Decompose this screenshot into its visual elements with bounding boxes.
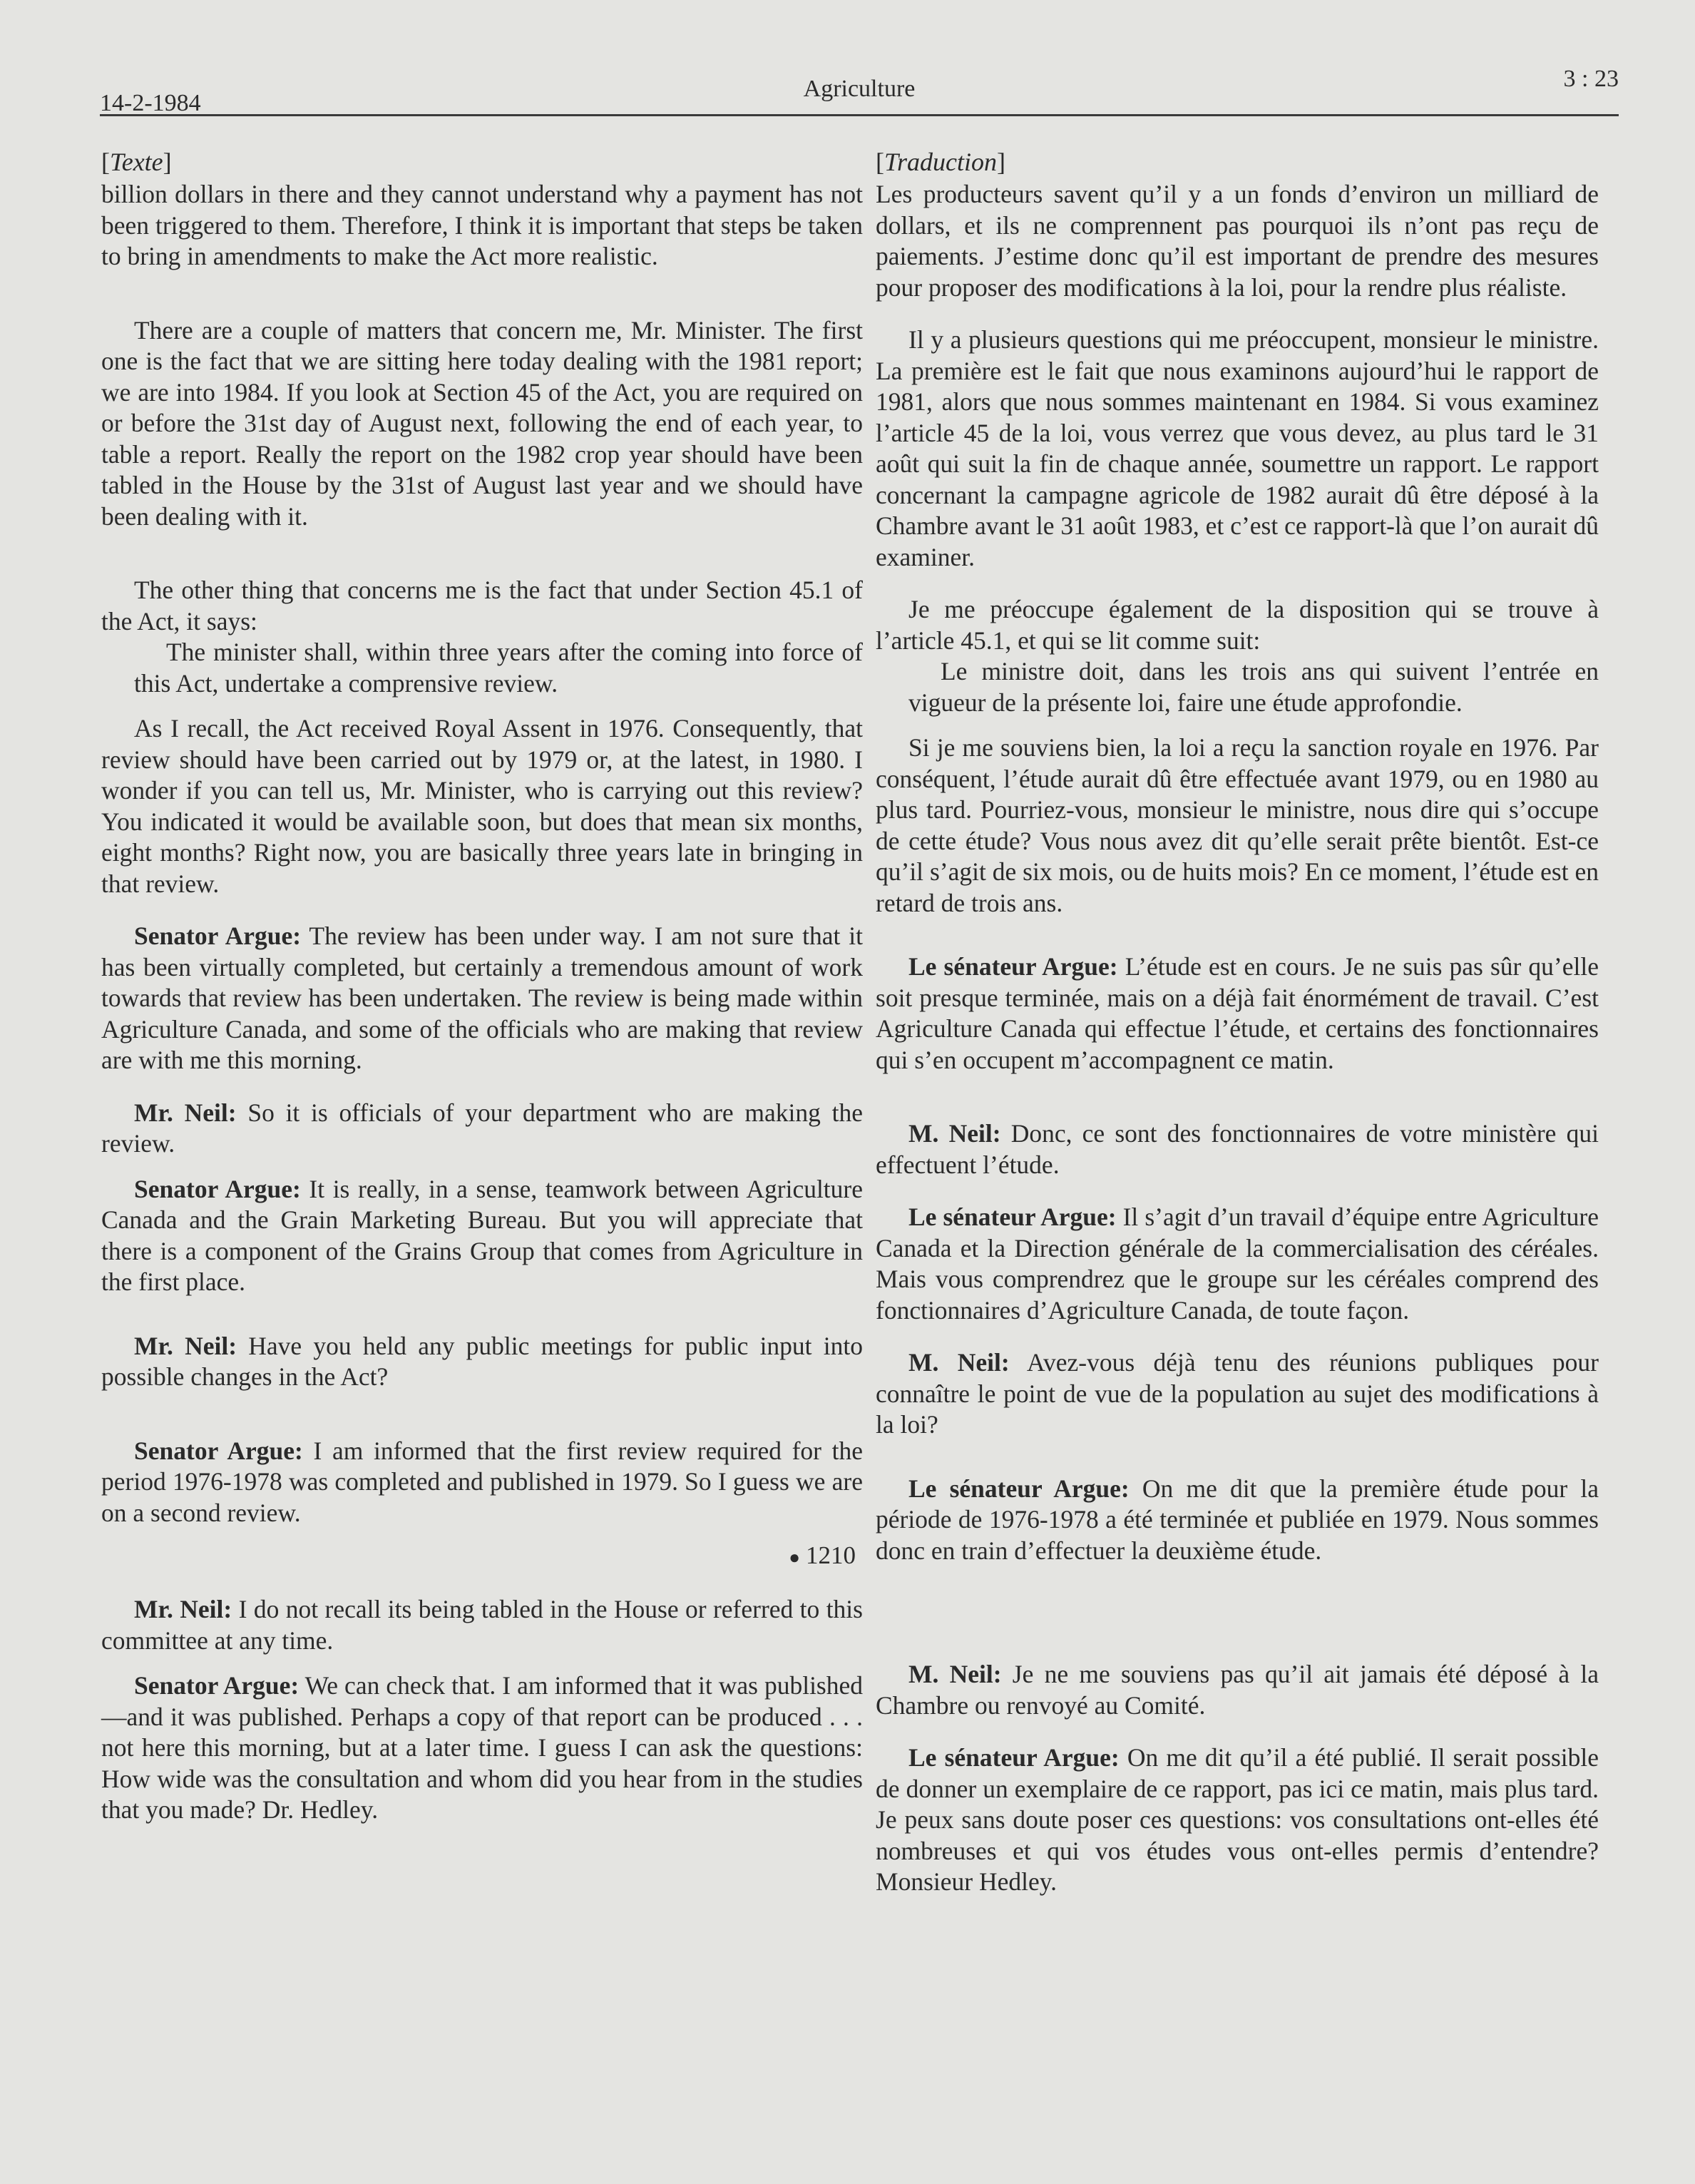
french-column (876, 146, 1599, 1898)
fr-statement (876, 1347, 1599, 1441)
fr-paragraph-4: Si je me souviens bien, la loi a reçu la sanction royale en 1976. Par conséquent, l’étude aurait dû être effectuée avant 1979, ou en 1980 au plus tard. Pourriez-vous, monsieur le ministre, nous dire qui s’occupe de cette étude? Vous nous avez dit qu’elle serait prête bientôt. Est-ce qu’il s’agit de six mois, ou de huits mois? En ce moment, l’étude est en retard de trois ans. (876, 733, 1599, 917)
speaker-name: Mr. Neil: (134, 1595, 232, 1623)
statement-text: We can check that. I am informed that it was published—and it was published. Perhaps a copy of that report can be produced . . . not here this morning, but at a later time. I guess I can ask the questions: How wide was the consultation and whom did you hear from in the studies that you made? Dr. Hedley. (101, 1671, 864, 1824)
fr-statement (876, 1202, 1599, 1326)
english-column (101, 146, 863, 1826)
page-header (100, 66, 1619, 116)
en-statement (101, 1436, 863, 1529)
statement-text: I am informed that the first review required for the period 1976-1978 was completed and published in 1979. So I guess we are on a second review. (101, 1436, 864, 1527)
statement-text: So it is officials of your department who are making the review. (101, 1098, 864, 1158)
speaker-name: M. Neil: (908, 1119, 1001, 1148)
en-statement (101, 1331, 863, 1393)
statement-text: L’étude est en cours. Je ne suis pas sûr qu’elle soit presque terminée, mais on a déjà fait énormément de travail. C’est Agriculture Canada qui effectue l’étude, et certains des fonctionnaires qui s’en occupent m’accompagnent ce matin. (876, 952, 1599, 1074)
texte-label: [Texte] (101, 148, 172, 176)
statement-text: The review has been under way. I am not sure that it has been virtually completed, but certainly a tremendous amount of work towards that review has been undertaken. The review is being made within Agriculture Canada, and some of the officials who are making that review are with me this morning. (101, 922, 863, 1074)
traduction-label-text: Traduction (884, 148, 998, 176)
en-statement (101, 921, 863, 1076)
statement-text: Donc, ce sont des fonctionnaires de votre ministère qui effectuent l’étude. (876, 1119, 1599, 1179)
statement-text: Il s’agit d’un travail d’équipe entre Agriculture Canada et la Direction générale de la commercialisation des céréales. Mais vous comprendrez que le groupe sur les céréales comprend des fonctionnaires d’Agriculture Canada, de toute façon. (876, 1203, 1599, 1325)
header-date: 14-2-1984 (100, 90, 201, 116)
en-paragraph-2: There are a couple of matters that concern me, Mr. Minister. The first one is the fact that we are sitting here today dealing with the 1981 report; we are into 1984. If you look at Section 45 of the Act, you are required on or before the 31st day of August next, following the end of each year, to table a report. Really the report on the 1982 crop year should have been tabled in the House by the 31st of August last year and we should have been dealing with it. (101, 315, 863, 531)
speaker-name: Mr. Neil: (134, 1331, 237, 1360)
fr-statement (876, 1474, 1599, 1567)
en-paragraph-1: billion dollars in there and they cannot understand why a payment has not been triggered to them. Therefore, I think it is important that steps be taken to bring in amendments to make the Act more realistic. (101, 180, 863, 270)
speaker-name: Le sénateur Argue: (908, 1474, 1130, 1503)
statement-text: I do not recall its being tabled in the House or referred to this committee at any time. (101, 1595, 863, 1655)
speaker-name: Senator Argue: (134, 922, 302, 950)
en-paragraph-3: The other thing that concerns me is the fact that under Section 45.1 of the Act, it says: (101, 576, 863, 636)
statement-text: Have you held any public meetings for public input into possible changes in the Act? (101, 1331, 863, 1391)
time-marker (101, 1540, 863, 1573)
header-title: Agriculture (803, 76, 916, 102)
time-marker-text: 1210 (806, 1541, 856, 1569)
statement-text: On me dit qu’il a été publié. Il serait possible de donner un exemplaire de ce rapport, pas ici ce matin, mais plus tard. Je peux sans doute poser ces questions: vos consultations ont-elles été nombreuses et qui vos études vous ont-elles permis d’entendre? Monsieur Hedley. (876, 1743, 1599, 1896)
speaker-name: Le sénateur Argue: (908, 1743, 1120, 1772)
statement-text: Je ne me souviens pas qu’il ait jamais été déposé à la Chambre ou renvoyé au Comité. (876, 1660, 1599, 1720)
en-quote: The minister shall, within three years after the coming into force of this Act, undertake a comprensive review. (134, 638, 863, 698)
fr-statement (876, 1742, 1599, 1898)
speaker-name: Mr. Neil: (134, 1098, 237, 1127)
fr-quote: Le ministre doit, dans les trois ans qui suivent l’entrée en vigueur de la présente loi, faire une étude approfondie. (908, 657, 1599, 717)
speaker-name: M. Neil: (908, 1348, 1010, 1377)
header-page-ref: 3 : 23 (1563, 66, 1619, 92)
traduction-label: [Traduction] (876, 148, 1006, 176)
fr-statement (876, 1659, 1599, 1721)
statement-text: It is really, in a sense, teamwork between Agriculture Canada and the Grain Marketing Bureau. But you will appreciate that there is a component of the Grains Group that comes from Agriculture in the first place. (101, 1174, 863, 1296)
en-statement (101, 1594, 863, 1656)
fr-paragraph-3: Je me préoccupe également de la disposition qui se trouve à l’article 45.1, et qui se lit comme suit: (876, 595, 1599, 655)
en-statement (101, 1098, 863, 1160)
fr-paragraph-2: Il y a plusieurs questions qui me préoccupent, monsieur le ministre. La première est le fait que nous examinons aujourd’hui le rapport de 1981, alors que nous sommes maintenant en 1984. Si vous examinez l’article 45 de la loi, vous verrez que vous devez, au plus tard le 31 août qui suit la fin de chaque année, soumettre un rapport. Le rapport concernant la campagne agricole de 1982 aurait dû être déposé à la Chambre avant le 31 août 1983, et c’est ce rapport-là que l’on aurait dû examiner. (876, 325, 1599, 571)
speaker-name: Senator Argue: (134, 1671, 299, 1700)
speaker-name: Senator Argue: (134, 1436, 303, 1465)
bullet-icon: ● (789, 1547, 800, 1568)
speaker-name: Le sénateur Argue: (908, 1203, 1117, 1231)
speaker-name: Le sénateur Argue: (908, 952, 1118, 981)
speaker-name: M. Neil: (908, 1660, 1002, 1688)
en-paragraph-4: As I recall, the Act received Royal Assent in 1976. Consequently, that review should have been carried out by 1979 or, at the latest, in 1980. I wonder if you can tell us, Mr. Minister, who is carrying out this review? You indicated it would be available soon, but does that mean six months, eight months? Right now, you are basically three years late in bringing in that review. (101, 714, 863, 898)
fr-statement (876, 1118, 1599, 1180)
fr-statement (876, 951, 1599, 1076)
speaker-name: Senator Argue: (134, 1174, 301, 1203)
en-statement (101, 1174, 863, 1298)
fr-paragraph-1: Les producteurs savent qu’il y a un fonds d’environ un milliard de dollars, et ils ne comprennent pas pourquoi ils n’ont pas reçu de paiements. J’estime donc qu’il est important de prendre des mesures pour proposer des modifications à la loi, pour la rendre plus réaliste. (876, 180, 1599, 302)
en-statement (101, 1670, 863, 1826)
statement-text: On me dit que la première étude pour la période de 1976-1978 a été terminée et publiée en 1979. Nous sommes donc en train d’effectuer la deuxième étude. (876, 1474, 1599, 1565)
texte-label-text: Texte (110, 148, 163, 176)
statement-text: Avez-vous déjà tenu des réunions publiques pour connaître le point de vue de la population au sujet des modifications à la loi? (876, 1348, 1599, 1439)
